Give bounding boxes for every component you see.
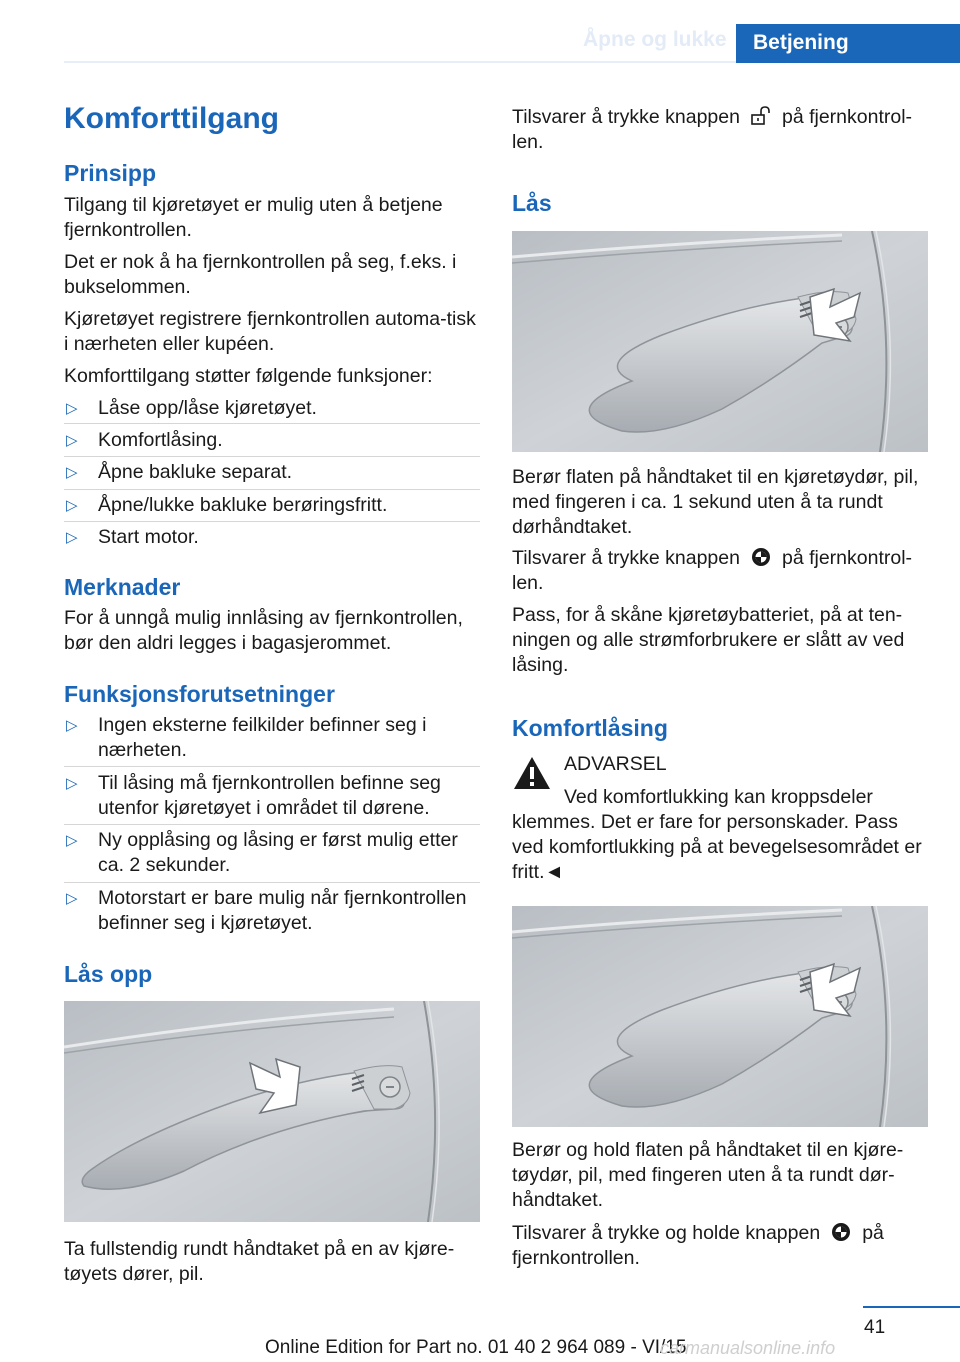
list-item: ▷ Start motor. (66, 526, 199, 548)
bmw-logo-key-icon (830, 1222, 852, 1242)
paragraph: Pass, for å skåne kjøretøybatteriet, på at ten-ningen og alle strømforbrukere er slått av ved låsing. (512, 604, 905, 676)
heading-notes: Merknader (64, 574, 181, 600)
warning-text: Ved komfortlukking kan kroppsdeler (564, 786, 873, 808)
triangle-bullet-icon: ▷ (66, 832, 78, 849)
list-item: ▷ Åpne/lukke bakluke berøringsfritt. (66, 494, 388, 516)
list-item: ▷ Ingen eksterne feilkilder befinner seg i nærheten. (66, 714, 427, 761)
paragraph: Berør flaten på håndtaket til en kjøretøydør, pil, med fingeren i ca. 1 sekund uten å ta rundt dørhåndtaket. (512, 466, 919, 538)
divider (64, 489, 480, 490)
header-rule (64, 61, 736, 63)
page-title: Komforttilgang (64, 102, 279, 135)
list-item: ▷ Ny opplåsing og låsing er først mulig etter ca. 2 sekunder. (66, 829, 458, 876)
watermark: carmanualsonline.info (660, 1338, 836, 1358)
bmw-logo-key-icon (750, 547, 772, 567)
heading-unlock: Lås opp (64, 961, 153, 987)
paragraph: Komforttilgang støtter følgende funksjoner: (64, 365, 433, 387)
paragraph: Det er nok å ha fjernkontrollen på seg, f.eks. i bukselommen. (64, 251, 457, 298)
paragraph: Kjøretøyet registrere fjernkontrollen automa-tisk i nærheten eller kupéen. (64, 308, 476, 355)
divider (64, 521, 480, 522)
paragraph: Tilsvarer å trykke og holde knappen på (512, 1222, 884, 1244)
heading-requirements: Funksjonsforutsetninger (64, 681, 335, 707)
paragraph: fjernkontrollen. (512, 1247, 640, 1269)
edition-footer: Online Edition for Part no. 01 40 2 964 089 - VI/15 (265, 1337, 687, 1358)
triangle-bullet-icon: ▷ (66, 529, 78, 546)
caption: Ta fullstendig rundt håndtaket på en av kjøre-tøyets dører, pil. (64, 1238, 455, 1285)
list-item: ▷ Låse opp/låse kjøretøyet. (66, 397, 317, 419)
header-tab: Betjening (736, 24, 960, 63)
triangle-bullet-icon: ▷ (66, 497, 78, 514)
page-number: 41 (864, 1317, 886, 1338)
door-handle-lock-photo (512, 231, 928, 452)
divider (64, 766, 480, 767)
warning-title: ADVARSEL (564, 753, 667, 775)
heading-comfort-locking: Komfortlåsing (512, 715, 668, 741)
door-handle-comfort-lock-photo (512, 906, 928, 1127)
divider (64, 456, 480, 457)
divider (64, 423, 480, 424)
triangle-bullet-icon: ▷ (66, 432, 78, 449)
triangle-bullet-icon: ▷ (66, 717, 78, 734)
list-item: ▷ Til låsing må fjernkontrollen befinne seg utenfor kjøretøyet i området til dørene. (66, 772, 441, 819)
paragraph: Tilgang til kjøretøyet er mulig uten å betjene fjernkontrollen. (64, 194, 443, 241)
list-item: ▷ Komfortlåsing. (66, 429, 223, 451)
paragraph: Tilsvarer å trykke knappen på fjernkontrol-len. (512, 106, 913, 153)
paragraph: For å unngå mulig innlåsing av fjernkontrollen, bør den aldri legges i bagasjerommet. (64, 607, 463, 654)
header-section: Åpne og lukke (583, 28, 727, 51)
triangle-bullet-icon: ▷ (66, 775, 78, 792)
door-handle-unlock-photo (64, 1001, 480, 1222)
triangle-bullet-icon: ▷ (66, 400, 78, 417)
list-item: ▷ Motorstart er bare mulig når fjernkontrollen befinner seg i kjøretøyet. (66, 887, 467, 934)
footer-rule (863, 1306, 960, 1308)
triangle-bullet-icon: ▷ (66, 890, 78, 907)
divider (64, 882, 480, 883)
heading-principle: Prinsipp (64, 160, 157, 186)
warning-text: klemmes. Det er fare for personskader. Pass ved komfortlukking på at bevegelsesområdet er fritt.◄ (512, 811, 922, 883)
triangle-bullet-icon: ▷ (66, 464, 78, 481)
divider (64, 824, 480, 825)
list-item: ▷ Åpne bakluke separat. (66, 461, 293, 483)
unlock-key-icon (750, 106, 772, 126)
paragraph: Berør og hold flaten på håndtaket til en kjøre-tøydør, pil, med fingeren uten å ta rundt dør-håndtaket. (512, 1139, 904, 1211)
heading-lock: Lås (512, 190, 552, 216)
warning-triangle-icon (512, 754, 552, 792)
paragraph: Tilsvarer å trykke knappen på fjernkontrol-len. (512, 547, 913, 594)
